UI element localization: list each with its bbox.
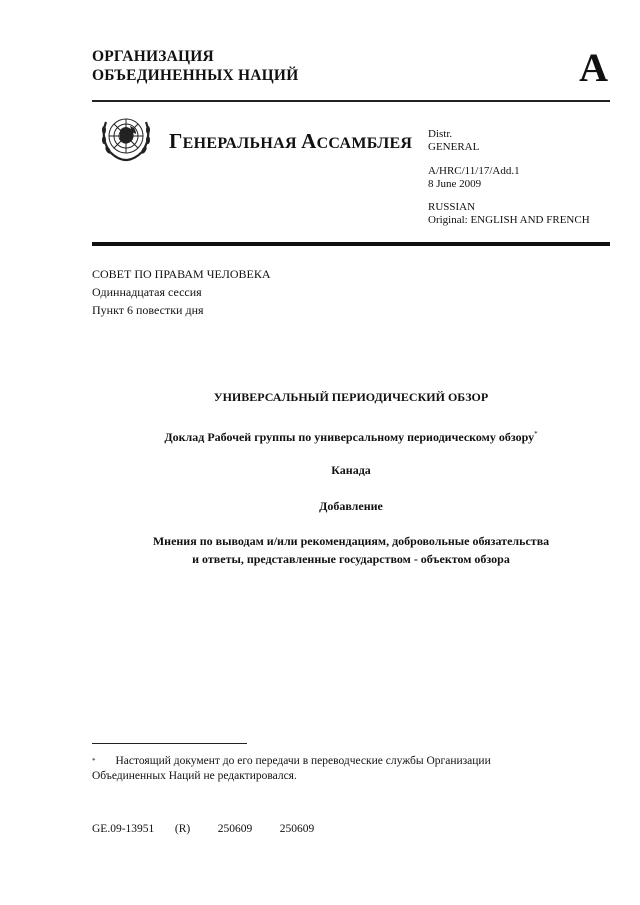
footnote-divider <box>92 743 247 744</box>
document-subtitle <box>92 425 610 446</box>
org-line-2: ОБЪЕДИНЕННЫХ НАЦИЙ <box>92 67 299 84</box>
general-assembly-title <box>169 129 412 154</box>
council-block <box>92 265 271 319</box>
language-block <box>428 201 590 227</box>
document-description <box>92 532 610 568</box>
description-line-1: Мнения по выводам и/или рекомендациям, добровольные обязательства <box>152 534 550 548</box>
footnote <box>92 754 562 784</box>
document-symbol: A/HRC/11/17/Add.1 <box>428 165 520 177</box>
document-date: 8 June 2009 <box>428 178 482 190</box>
footnote-mark: * <box>92 757 96 765</box>
masthead-divider <box>92 242 610 246</box>
assembly-rest-1: ЕНЕРАЛЬНАЯ <box>182 135 302 152</box>
council-name: СОВЕТ ПО ПРАВАМ ЧЕЛОВЕКА <box>92 267 271 281</box>
assembly-rest-2: ССАМБЛЕЯ <box>316 135 413 152</box>
assembly-cap-2: А <box>301 129 317 153</box>
document-language: RUSSIAN <box>428 201 476 213</box>
footnote-text: Настоящий документ до его передачи в переводческие службы Организации Объединенных Наций не редактировался. <box>92 755 491 782</box>
document-title: УНИВЕРСАЛЬНЫЙ ПЕРИОДИЧЕСКИЙ ОБЗОР <box>213 390 489 404</box>
original-language: Original: ENGLISH AND FRENCH <box>428 214 590 226</box>
session: Одиннадцатая сессия <box>92 285 202 299</box>
description-line-2: и ответы, представленные государством - объектом обзора <box>192 552 510 566</box>
distribution-block <box>428 128 479 154</box>
footnote-reference: * <box>534 430 538 438</box>
agenda-item: Пункт 6 повестки дня <box>92 303 204 317</box>
org-line-1: ОРГАНИЗАЦИЯ <box>92 48 214 65</box>
header-divider <box>92 100 610 102</box>
distr-value: GENERAL <box>428 141 480 153</box>
addendum-label: Добавление <box>319 499 383 513</box>
un-emblem-icon <box>96 110 156 166</box>
country-name: Канада <box>331 463 371 477</box>
symbol-block <box>428 165 520 191</box>
document-series-letter: A <box>579 45 608 90</box>
organization-name <box>92 47 298 85</box>
subtitle-text: Доклад Рабочей группы по универсальному периодическому обзору <box>164 430 535 444</box>
assembly-cap-1: Г <box>169 129 183 153</box>
distr-label: Distr. <box>428 128 453 140</box>
document-job-number: GE.09-13951 (R) 250609 250609 <box>92 823 315 835</box>
